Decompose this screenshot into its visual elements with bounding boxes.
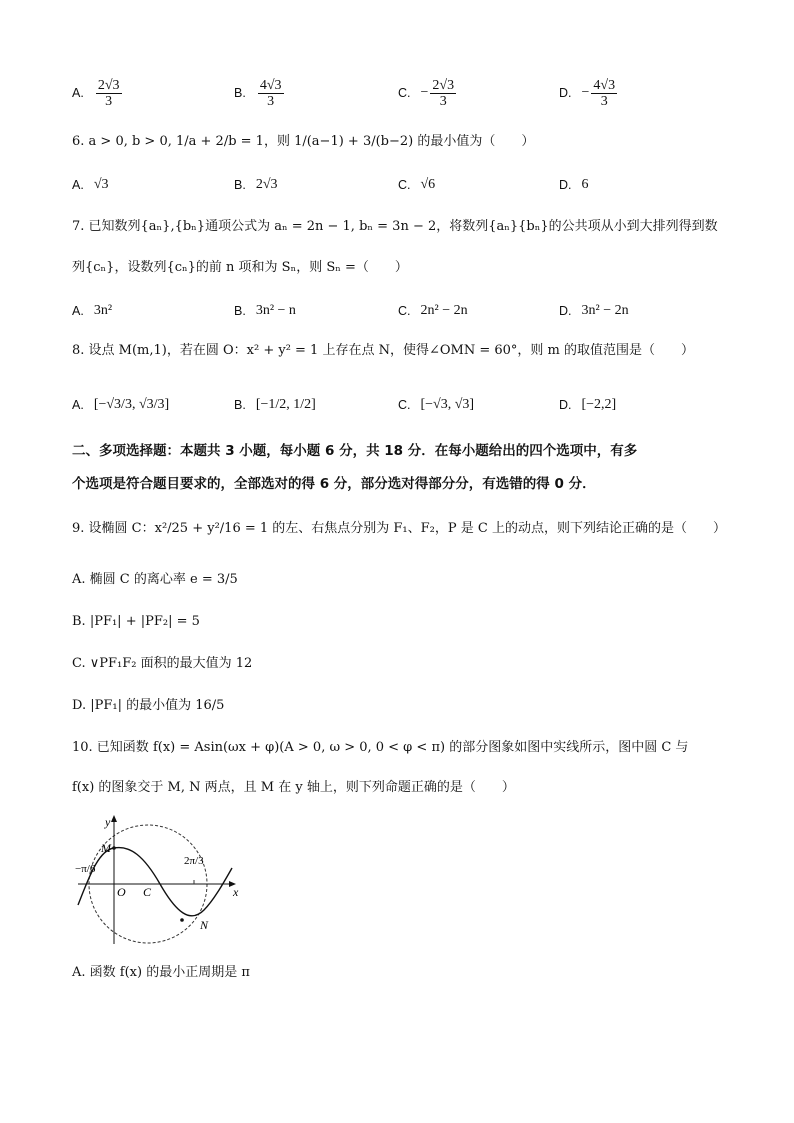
q6-option-d[interactable] [559, 168, 589, 202]
point-n [180, 918, 184, 922]
sine-curve [78, 848, 232, 916]
q10-stem-line1: 10. 已知函数 f(x) = Asin(ωx + φ)(A > 0, ω > 0, 0 < φ < π) 的部分图象如图中实线所示，图中圆 C 与 [72, 740, 689, 755]
q7-option-b[interactable] [234, 294, 296, 328]
q7-option-c[interactable] [398, 294, 468, 328]
q9-option-b[interactable]: B. |PF₁| + |PF₂| = 5 [72, 614, 200, 629]
option-value: 3n² − n [255, 303, 296, 318]
option-value: 3n² [93, 303, 113, 318]
section2-line1: 二、多项选择题：本题共 3 小题，每小题 6 分，共 18 分．在每小题给出的四个选项中，有多 [72, 443, 638, 459]
q5-option-b[interactable] [234, 76, 286, 110]
option-value: $\frac{2√3}{3}$ [97, 77, 120, 109]
q6-option-c[interactable] [398, 168, 435, 202]
option-value: 2n² − 2n [420, 303, 468, 318]
option-value: $\frac{2√3}{3}$ [432, 77, 455, 109]
option-value: 2√3 [255, 177, 278, 192]
q10-graph [72, 812, 242, 947]
option-value: √6 [420, 177, 436, 192]
q10-option-a[interactable]: A. 函数 f(x) 的最小正周期是 π [72, 965, 250, 980]
option-label: C. [398, 398, 411, 412]
q8-option-c[interactable] [398, 388, 474, 422]
q8-option-d[interactable] [559, 388, 616, 422]
q10-stem-line2: f(x) 的图象交于 M, N 两点，且 M 在 y 轴上，则下列命题正确的是（ ） [72, 780, 515, 795]
label-c: C [143, 885, 152, 899]
option-label: B. [234, 178, 246, 192]
label-x: x [233, 885, 239, 899]
q5-option-c[interactable]: C. − $\frac{2√3}{3}$ [398, 77, 455, 109]
label-n: N [200, 918, 209, 932]
q7-option-d[interactable] [559, 294, 629, 328]
option-value: 6 [581, 177, 589, 192]
q5-option-d[interactable]: D. − $\frac{4√3}{3}$ [559, 77, 616, 109]
q7-stem-line2: 列{cₙ}，设数列{cₙ}的前 n 项和为 Sₙ，则 Sₙ =（ ） [72, 260, 408, 275]
option-value: [−√3, √3] [420, 397, 475, 412]
option-value: [−√3/3, √3/3] [93, 397, 170, 412]
q9-option-d[interactable]: D. |PF₁| 的最小值为 16/5 [72, 698, 225, 713]
option-label: A. [72, 178, 84, 192]
q6-option-b[interactable] [234, 168, 278, 202]
label-left-tick: −π/6 [75, 863, 96, 875]
y-axis-arrow-icon [111, 815, 117, 822]
option-value: [−1/2, 1/2] [255, 397, 316, 412]
option-label: C. [398, 178, 411, 192]
option-label: D. [559, 178, 572, 192]
option-label: C. [398, 86, 411, 100]
option-value: $\frac{4√3}{3}$ [259, 77, 282, 109]
option-label: A. [72, 304, 84, 318]
label-right-tick: 2π/3 [184, 855, 204, 867]
point-m [112, 846, 116, 850]
option-label: D. [559, 86, 572, 100]
option-label: A. [72, 398, 84, 412]
q9-stem: 9. 设椭圆 C：x²/25 + y²/16 = 1 的左、右焦点分别为 F₁、F₂，P 是 C 上的动点，则下列结论正确的是（ ） [72, 521, 726, 536]
label-o: O [117, 885, 126, 899]
option-label: B. [234, 304, 246, 318]
q9-option-c[interactable]: C. ∨PF₁F₂ 面积的最大值为 12 [72, 656, 253, 671]
q6-options [72, 168, 722, 202]
label-y: y [105, 815, 111, 829]
q8-options [72, 388, 722, 422]
option-value: [−2,2] [581, 397, 617, 412]
q7-stem-line1: 7. 已知数列{aₙ},{bₙ}通项公式为 aₙ = 2n − 1, bₙ = 3n − 2，将数列{aₙ}{bₙ}的公共项从小到大排列得到数 [72, 219, 718, 234]
q5-option-a[interactable] [72, 76, 124, 110]
q8-option-b[interactable] [234, 388, 316, 422]
q6-stem: 6. a > 0, b > 0, 1/a + 2/b = 1，则 1/(a−1) + 3/(b−2) 的最小值为（ ） [72, 134, 535, 149]
q5-options [72, 76, 722, 110]
q8-option-a[interactable] [72, 388, 169, 422]
q7-option-a[interactable] [72, 294, 112, 328]
option-label: D. [559, 304, 572, 318]
option-value: 3n² − 2n [581, 303, 629, 318]
label-m: M [101, 841, 111, 855]
option-value: $\frac{4√3}{3}$ [593, 77, 616, 109]
option-label: A. [72, 86, 84, 100]
q7-options [72, 294, 722, 328]
option-value: √3 [93, 177, 109, 192]
option-label: B. [234, 398, 246, 412]
option-label: B. [234, 86, 246, 100]
section2-line2: 个选项是符合题目要求的，全部选对的得 6 分，部分选对得部分分，有选错的得 0 分． [72, 476, 596, 492]
q6-option-a[interactable] [72, 168, 109, 202]
q9-option-a[interactable]: A. 椭圆 C 的离心率 e = 3/5 [72, 572, 238, 587]
option-label: D. [559, 398, 572, 412]
q8-stem: 8. 设点 M(m,1)，若在圆 O：x² + y² = 1 上存在点 N，使得∠OMN = 60°，则 m 的取值范围是（ ） [72, 343, 694, 358]
option-label: C. [398, 304, 411, 318]
